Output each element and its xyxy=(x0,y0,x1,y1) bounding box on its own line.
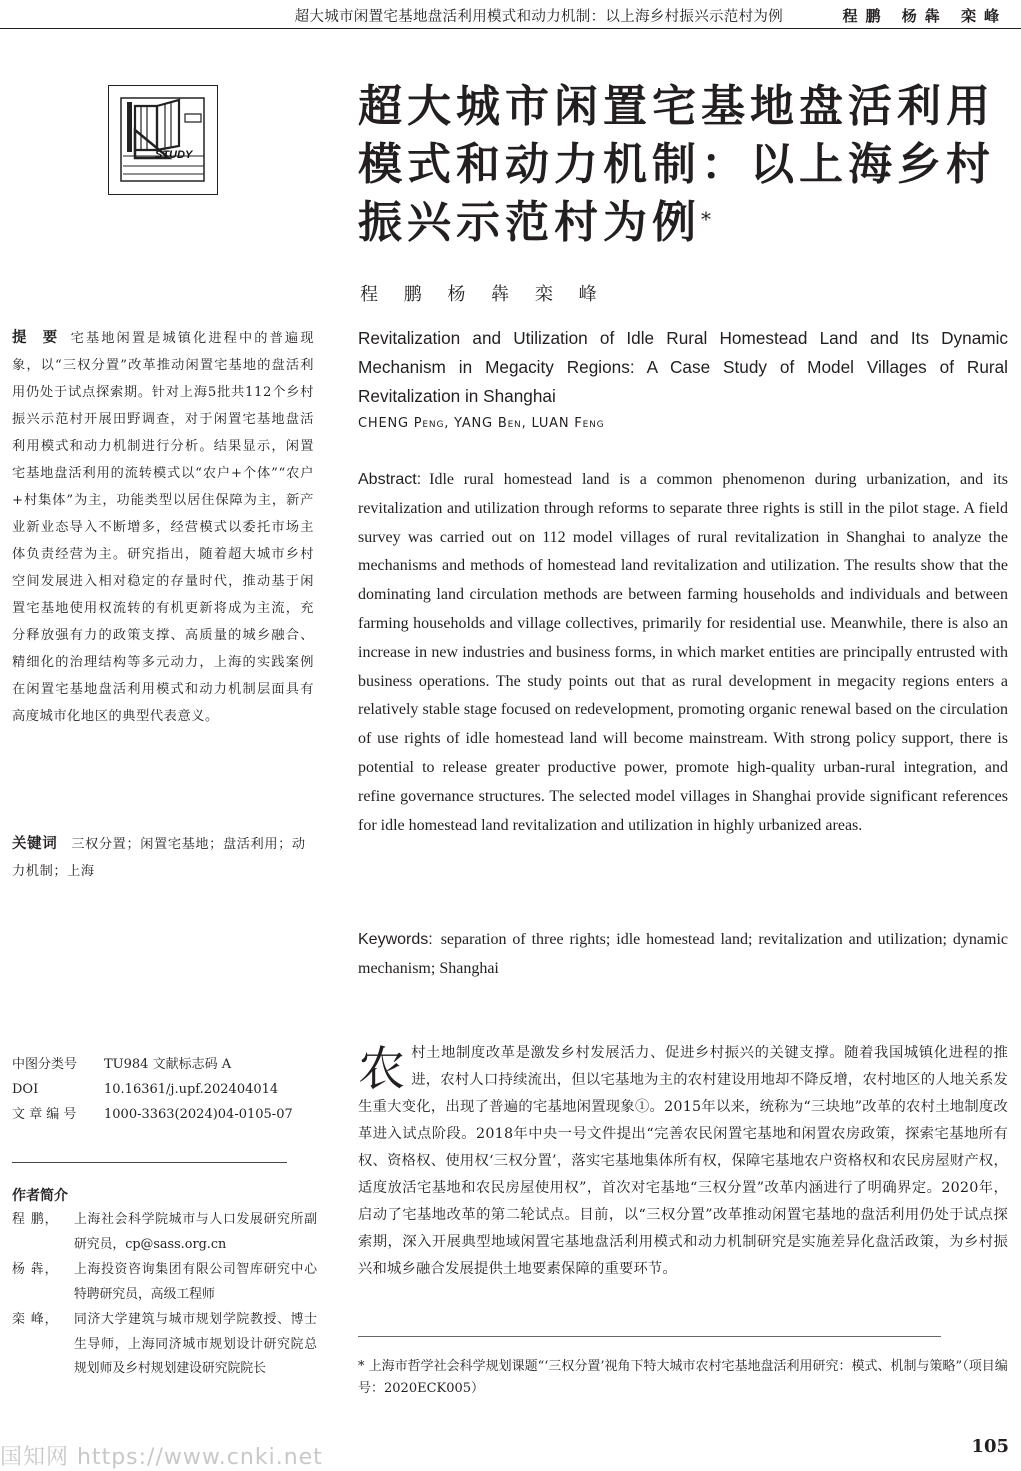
keywords-cn-label: 关键词 xyxy=(12,836,58,852)
study-logo xyxy=(108,85,218,195)
article-title-cn-text: 超大城市闲置宅基地盘活利用模式和动力机制：以上海乡村振兴示范村为例 xyxy=(358,81,995,248)
running-head-title: 超大城市闲置宅基地盘活利用模式和动力机制：以上海乡村振兴示范村为例 xyxy=(294,9,783,25)
author-bio-text: 同济大学建筑与城市规划学院教授、博士生导师，上海同济城市规划设计研究院总规划师及乡村规划建设研究院院长 xyxy=(74,1312,317,1376)
article-number-label: 文 章 编 号 xyxy=(12,1107,77,1122)
authors-en: CHENG Peng, YANG Ben, LUAN Feng xyxy=(358,416,605,431)
body-paragraph xyxy=(358,1040,1008,1283)
study-logo-icon xyxy=(109,86,216,193)
doi-row xyxy=(12,1077,312,1102)
keywords-en-text: separation of three rights; idle homestead land; revitalization and utilization; dynamic mechanism; Shanghai xyxy=(358,931,1008,977)
abstract-en-text: Idle rural homestead land is a common phenomenon during urbanization, and its revitalization and utilization through reforms to separate three rights is still in the pilot stage. A field survey was carried out on 112 model villages of rural revitalization in Shanghai to analyze the mechanisms and methods of homestead land revitalization and utilization. The results show that the dominating land circulation methods are between farming households and individuals and between farming households and village collectives, primarily for residential use. Meanwhile, there is also an increase in new industries and business forms, in which market entities are principally entrusted with business operations. The study points out that as rural development in megacity regions enters a relatively stable stage focused on redevelopment, promoting organic renewal based on the circulation of use rights of idle homestead land will become mainstream. With strong policy support, there is potential to release greater productive power, promote high-quality urban-rural integration, and refine governance structures. The selected model villages in Shanghai provide significant references for idle homestead land revitalization and utilization in highly urbanized areas. xyxy=(358,471,1008,834)
doi-label: DOI xyxy=(12,1082,39,1097)
keywords-cn-text: 三权分置；闲置宅基地；盘活利用；动力机制；上海 xyxy=(12,837,306,879)
author-bio-text: 上海社会科学院城市与人口发展研究所副研究员，cp@sass.org.cn xyxy=(74,1212,317,1252)
author-bio xyxy=(12,1308,317,1382)
author-bio xyxy=(12,1208,317,1257)
footnote: * 上海市哲学社会科学规划课题“‘三权分置’视角下特大城市农村宅基地盘活利用研究：模式、机制与策略”（项目编号：2020ECK005） xyxy=(358,1359,1008,1396)
running-head-authors: 程鹏 杨犇 栾峰 xyxy=(842,7,1007,25)
watermark: 国知网 https://www.cnki.net xyxy=(0,1445,323,1470)
author-bio-name: 程 鹏， xyxy=(12,1212,59,1227)
abstract-cn-label: 提 要 xyxy=(12,330,63,346)
running-head xyxy=(0,0,1021,29)
article-title-en: Revitalization and Utilization of Idle Rural Homestead Land and Its Dynamic Mechanism in Megacity Regions: A Case Study of Model Villages of Rural Revitalization in Shanghai xyxy=(358,328,1008,406)
keywords-en xyxy=(358,926,1008,984)
drop-cap: 农 xyxy=(358,1042,406,1097)
article-number-value: 1000-3363(2024)04-0105-07 xyxy=(104,1107,293,1122)
metadata-divider xyxy=(12,1162,287,1163)
keywords-en-label: Keywords: xyxy=(358,931,433,948)
clc-value: TU984 文献标志码 A xyxy=(104,1057,232,1072)
doi-value: 10.16361/j.upf.202404014 xyxy=(104,1082,279,1097)
abstract-cn-text: 宅基地闲置是城镇化进程中的普遍现象，以“三权分置”改革推动闲置宅基地的盘活利用仍处于试点探索期。针对上海5批共112个乡村振兴示范村开展田野调查，对于闲置宅基地盘活利用模式和动力机制进行分析。结果显示，闲置宅基地盘活利用的流转模式以“农户+个体”“农户+村集体”为主，功能类型以居住保障为主，新产业新业态导入不断增多，经营模式以委托市场主体负责经营为主。研究指出，随着超大城市乡村空间发展进入相对稳定的存量时代，推动基于闲置宅基地使用权流转的有机更新将成为主流，充分释放强有力的政策支撑、高质量的城乡融合、精细化的治理结构等多元动力，上海的实践案例在闲置宅基地盘活利用模式和动力机制层面具有高度城市化地区的典型代表意义。 xyxy=(12,331,314,724)
author-bios xyxy=(12,1208,317,1383)
author-bios-heading: 作者简介 xyxy=(12,1188,68,1204)
abstract-en xyxy=(358,466,1008,840)
article-metadata xyxy=(12,1052,312,1127)
article-title-cn xyxy=(358,78,1018,252)
page-number: 105 xyxy=(971,1436,1009,1457)
title-footnote-mark: * xyxy=(701,207,711,231)
clc-label: 中图分类号 xyxy=(12,1057,78,1072)
study-logo-text: STUDY xyxy=(155,149,193,161)
author-bio-text: 上海投资咨询集团有限公司智库研究中心特聘研究员，高级工程师 xyxy=(74,1262,317,1302)
abstract-cn xyxy=(12,325,314,730)
keywords-cn xyxy=(12,831,314,885)
author-bio-name: 杨 犇， xyxy=(12,1262,59,1277)
footnote-divider xyxy=(358,1336,941,1337)
author-bio-name: 栾 峰， xyxy=(12,1312,59,1327)
clc-row xyxy=(12,1052,312,1077)
author-bio xyxy=(12,1258,317,1307)
abstract-en-label: Abstract: xyxy=(358,471,422,488)
authors-cn: 程 鹏 杨 犇 栾 峰 xyxy=(360,284,607,305)
article-number-row xyxy=(12,1102,312,1127)
body-paragraph-text: 村土地制度改革是激发乡村发展活力、促进乡村振兴的关键支撑。随着我国城镇化进程的推进，农村人口持续流出，但以宅基地为主的农村建设用地却不降反增，农村地区的人地关系发生重大变化，出现了普遍的宅基地闲置现象①。2015年以来，统称为“三块地”改革的农村土地制度改革进入试点阶段。2018年中央一号文件提出“完善农民闲置宅基地和闲置农房政策，探索宅基地所有权、资格权、使用权‘三权分置’，落实宅基地集体所有权，保障宅基地农户资格权和农民房屋财产权，适度放活宅基地和农民房屋使用权”，首次对宅基地“三权分置”改革内涵进行了明确界定。2020年，启动了宅基地改革的第二轮试点。目前，以“三权分置”改革推动闲置宅基地的盘活利用仍处于试点探索期，深入开展典型地域闲置宅基地盘活利用模式和动力机制研究是实施差异化盘活政策，为乡村振兴和城乡融合发展提供土地要素保障的重要环节。 xyxy=(358,1045,1008,1277)
